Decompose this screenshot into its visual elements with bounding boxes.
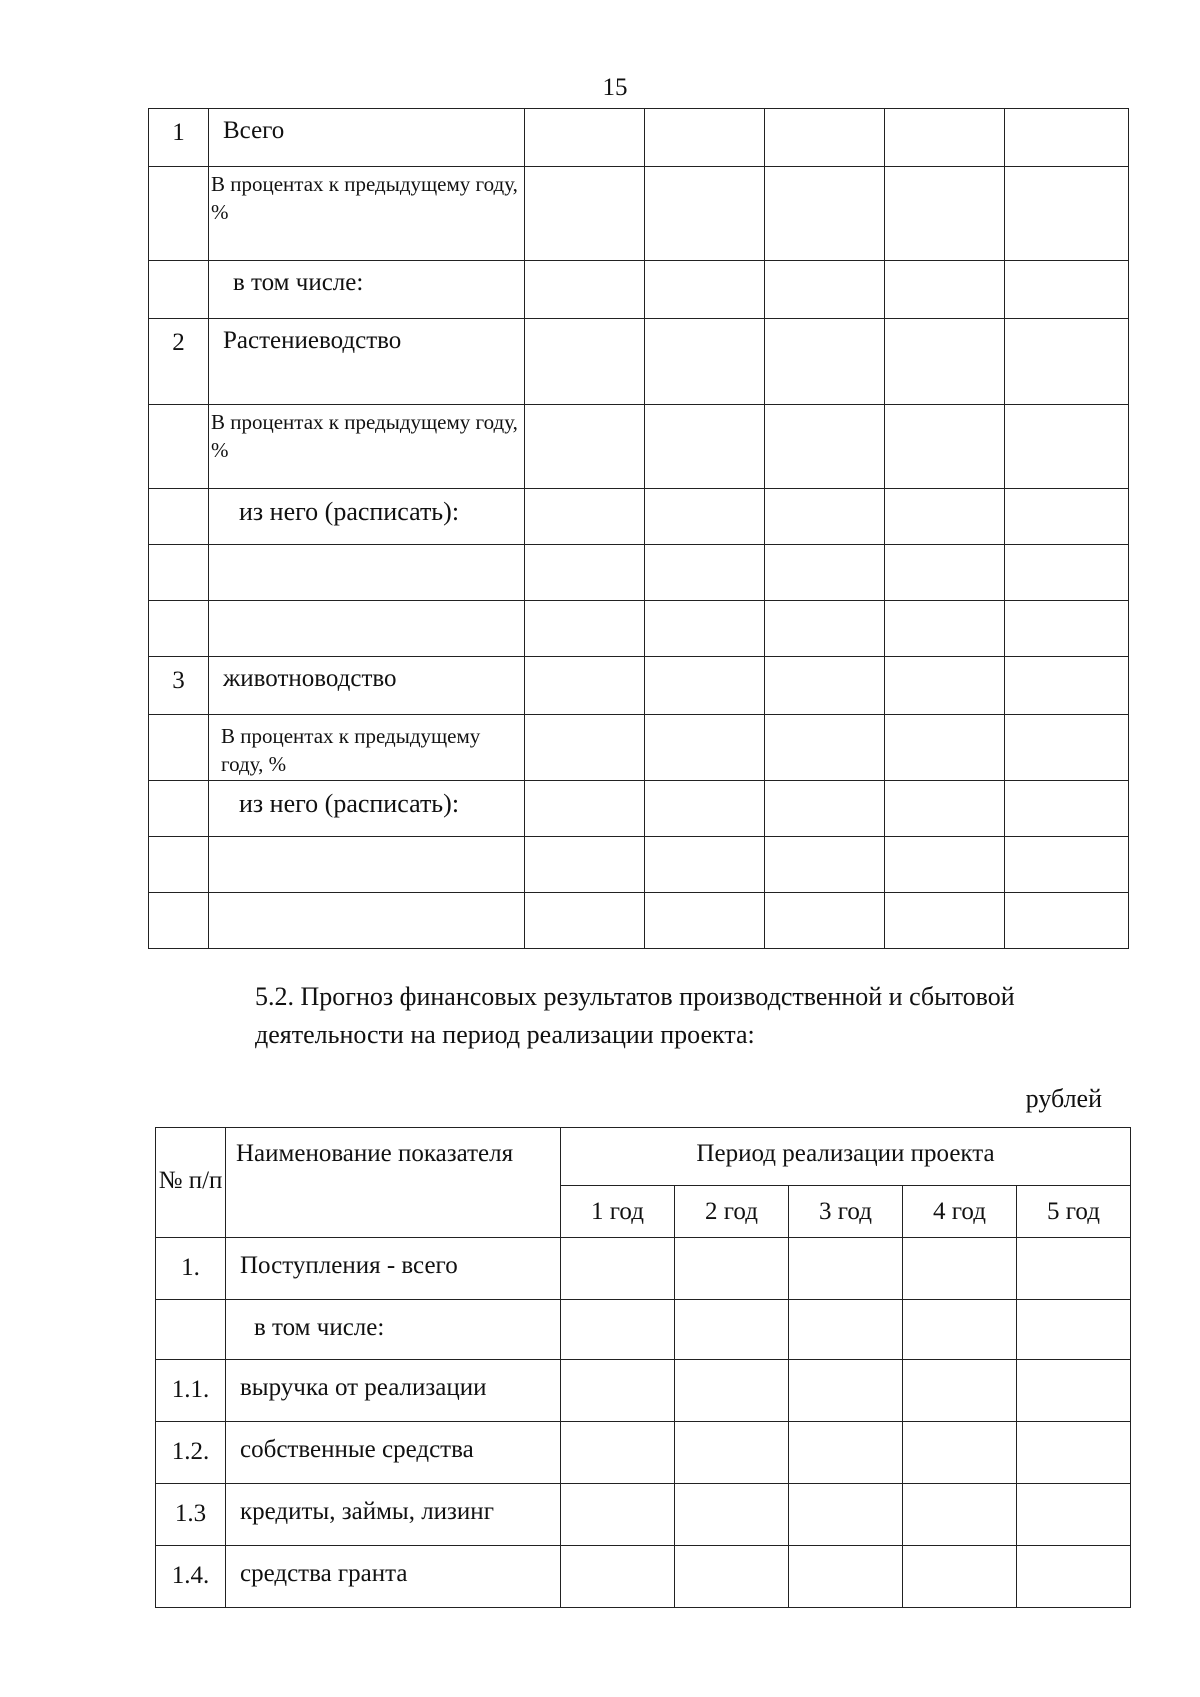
data-cell[interactable] xyxy=(525,109,645,167)
data-cell[interactable] xyxy=(525,405,645,489)
data-cell[interactable] xyxy=(561,1238,675,1300)
row-label: выручка от реализации xyxy=(226,1360,561,1422)
data-cell[interactable] xyxy=(789,1546,903,1608)
table-row xyxy=(149,405,1129,489)
row-label: Всего xyxy=(209,109,525,167)
row-number xyxy=(149,167,209,261)
row-label xyxy=(209,545,525,601)
row-label xyxy=(209,601,525,657)
data-cell[interactable] xyxy=(765,893,885,949)
data-cell[interactable] xyxy=(1017,1238,1131,1300)
table-row xyxy=(156,1300,1131,1360)
row-number: 1.4. xyxy=(156,1546,226,1608)
data-cell[interactable] xyxy=(645,893,765,949)
production-table xyxy=(148,108,1129,949)
row-number: 1. xyxy=(156,1238,226,1300)
row-number xyxy=(149,261,209,319)
table-row xyxy=(149,319,1129,405)
row-label: Растениеводство xyxy=(209,319,525,405)
data-cell[interactable] xyxy=(1005,545,1129,601)
row-number xyxy=(149,715,209,781)
data-cell[interactable] xyxy=(561,1484,675,1546)
data-cell[interactable] xyxy=(789,1484,903,1546)
data-cell[interactable] xyxy=(903,1546,1017,1608)
data-cell[interactable] xyxy=(765,261,885,319)
data-cell[interactable] xyxy=(765,837,885,893)
data-cell[interactable] xyxy=(525,657,645,715)
data-cell[interactable] xyxy=(645,715,765,781)
data-cell[interactable] xyxy=(765,657,885,715)
data-cell[interactable] xyxy=(1005,319,1129,405)
data-cell[interactable] xyxy=(903,1360,1017,1422)
data-cell[interactable] xyxy=(645,261,765,319)
data-cell[interactable] xyxy=(1005,781,1129,837)
section-heading: 5.2. Прогноз финансовых результатов производственной и сбытовой деятельности на период реализации проекта: xyxy=(255,982,1015,1049)
row-number: 1.2. xyxy=(156,1422,226,1484)
data-cell[interactable] xyxy=(645,601,765,657)
row-number: 1.3 xyxy=(156,1484,226,1546)
data-cell[interactable] xyxy=(561,1360,675,1422)
table-row xyxy=(156,1360,1131,1422)
row-number: 2 xyxy=(149,319,209,405)
row-number xyxy=(149,545,209,601)
data-cell[interactable] xyxy=(675,1360,789,1422)
data-cell[interactable] xyxy=(675,1484,789,1546)
data-cell[interactable] xyxy=(525,601,645,657)
row-label xyxy=(209,893,525,949)
data-cell[interactable] xyxy=(903,1484,1017,1546)
header-year: 5 год xyxy=(1017,1186,1131,1238)
header-period: Период реализации проекта xyxy=(561,1128,1131,1186)
row-label: кредиты, займы, лизинг xyxy=(226,1484,561,1546)
data-cell[interactable] xyxy=(885,837,1005,893)
table-row xyxy=(149,657,1129,715)
data-cell[interactable] xyxy=(645,167,765,261)
row-number xyxy=(149,893,209,949)
table-row xyxy=(156,1484,1131,1546)
data-cell[interactable] xyxy=(903,1300,1017,1360)
table-row xyxy=(149,109,1129,167)
data-cell[interactable] xyxy=(1005,489,1129,545)
data-cell[interactable] xyxy=(1005,837,1129,893)
data-cell[interactable] xyxy=(1005,601,1129,657)
data-cell[interactable] xyxy=(765,781,885,837)
row-number: 1 xyxy=(149,109,209,167)
row-label: из него (расписать): xyxy=(209,781,525,837)
data-cell[interactable] xyxy=(525,319,645,405)
data-cell[interactable] xyxy=(1005,715,1129,781)
data-cell[interactable] xyxy=(645,109,765,167)
table-row xyxy=(156,1238,1131,1300)
header-year: 3 год xyxy=(789,1186,903,1238)
data-cell[interactable] xyxy=(885,319,1005,405)
table-row xyxy=(156,1546,1131,1608)
data-cell[interactable] xyxy=(525,545,645,601)
row-label: в том числе: xyxy=(209,261,525,319)
row-number xyxy=(149,781,209,837)
header-year: 2 год xyxy=(675,1186,789,1238)
table-row xyxy=(149,167,1129,261)
data-cell[interactable] xyxy=(525,715,645,781)
data-cell[interactable] xyxy=(645,781,765,837)
data-cell[interactable] xyxy=(525,489,645,545)
data-cell[interactable] xyxy=(903,1238,1017,1300)
data-cell[interactable] xyxy=(525,261,645,319)
data-cell[interactable] xyxy=(789,1300,903,1360)
data-cell[interactable] xyxy=(765,489,885,545)
data-cell[interactable] xyxy=(645,545,765,601)
data-cell[interactable] xyxy=(765,545,885,601)
financial-forecast-table xyxy=(155,1127,1131,1608)
header-number: № п/п xyxy=(156,1128,226,1238)
row-number xyxy=(156,1300,226,1360)
data-cell[interactable] xyxy=(885,657,1005,715)
row-label: Поступления - всего xyxy=(226,1238,561,1300)
header-year: 4 год xyxy=(903,1186,1017,1238)
data-cell[interactable] xyxy=(525,837,645,893)
page-number: 15 xyxy=(602,74,628,101)
data-cell[interactable] xyxy=(645,405,765,489)
header-row xyxy=(156,1128,1131,1186)
data-cell[interactable] xyxy=(885,893,1005,949)
data-cell[interactable] xyxy=(525,893,645,949)
data-cell[interactable] xyxy=(525,167,645,261)
table-row xyxy=(149,715,1129,781)
table-row xyxy=(149,601,1129,657)
data-cell[interactable] xyxy=(1005,657,1129,715)
data-cell[interactable] xyxy=(1005,893,1129,949)
table-row xyxy=(149,545,1129,601)
data-cell[interactable] xyxy=(1005,109,1129,167)
data-cell[interactable] xyxy=(885,781,1005,837)
row-number: 3 xyxy=(149,657,209,715)
data-cell[interactable] xyxy=(765,601,885,657)
data-cell[interactable] xyxy=(1017,1300,1131,1360)
data-cell[interactable] xyxy=(765,715,885,781)
row-label: В процентах к предыдущему году, % xyxy=(209,167,525,261)
data-cell[interactable] xyxy=(789,1238,903,1300)
data-cell[interactable] xyxy=(1017,1484,1131,1546)
row-label: животноводство xyxy=(209,657,525,715)
data-cell[interactable] xyxy=(645,837,765,893)
data-cell[interactable] xyxy=(1017,1422,1131,1484)
data-cell[interactable] xyxy=(885,545,1005,601)
data-cell[interactable] xyxy=(885,261,1005,319)
data-cell[interactable] xyxy=(885,715,1005,781)
data-cell[interactable] xyxy=(765,319,885,405)
data-cell[interactable] xyxy=(1005,405,1129,489)
row-label: средства гранта xyxy=(226,1546,561,1608)
table-row xyxy=(149,261,1129,319)
row-number xyxy=(149,489,209,545)
data-cell[interactable] xyxy=(675,1422,789,1484)
row-label: В процентах к предыдущему году, % xyxy=(209,715,525,781)
header-year: 1 год xyxy=(561,1186,675,1238)
row-label: из него (расписать): xyxy=(209,489,525,545)
data-cell[interactable] xyxy=(885,167,1005,261)
data-cell[interactable] xyxy=(1005,167,1129,261)
data-cell[interactable] xyxy=(765,167,885,261)
data-cell[interactable] xyxy=(561,1300,675,1360)
data-cell[interactable] xyxy=(885,601,1005,657)
data-cell[interactable] xyxy=(1017,1360,1131,1422)
data-cell[interactable] xyxy=(645,319,765,405)
data-cell[interactable] xyxy=(1017,1546,1131,1608)
row-number xyxy=(149,601,209,657)
row-label: В процентах к предыдущему году, % xyxy=(209,405,525,489)
data-cell[interactable] xyxy=(885,405,1005,489)
row-number: 1.1. xyxy=(156,1360,226,1422)
table-row xyxy=(149,489,1129,545)
data-cell[interactable] xyxy=(903,1422,1017,1484)
data-cell[interactable] xyxy=(765,405,885,489)
data-cell[interactable] xyxy=(645,489,765,545)
row-label: собственные средства xyxy=(226,1422,561,1484)
data-cell[interactable] xyxy=(789,1360,903,1422)
data-cell[interactable] xyxy=(561,1546,675,1608)
table-row xyxy=(149,893,1129,949)
row-number xyxy=(149,837,209,893)
data-cell[interactable] xyxy=(675,1300,789,1360)
data-cell[interactable] xyxy=(789,1422,903,1484)
table-row xyxy=(149,781,1129,837)
data-cell[interactable] xyxy=(645,657,765,715)
table-row xyxy=(149,837,1129,893)
data-cell[interactable] xyxy=(675,1546,789,1608)
data-cell[interactable] xyxy=(885,489,1005,545)
data-cell[interactable] xyxy=(525,781,645,837)
row-label: в том числе: xyxy=(226,1300,561,1360)
row-label xyxy=(209,837,525,893)
data-cell[interactable] xyxy=(561,1422,675,1484)
data-cell[interactable] xyxy=(765,109,885,167)
data-cell[interactable] xyxy=(675,1238,789,1300)
unit-label: рублей xyxy=(1025,1084,1102,1113)
table-row xyxy=(156,1422,1131,1484)
header-name: Наименование показателя xyxy=(226,1128,561,1238)
data-cell[interactable] xyxy=(885,109,1005,167)
data-cell[interactable] xyxy=(1005,261,1129,319)
row-number xyxy=(149,405,209,489)
